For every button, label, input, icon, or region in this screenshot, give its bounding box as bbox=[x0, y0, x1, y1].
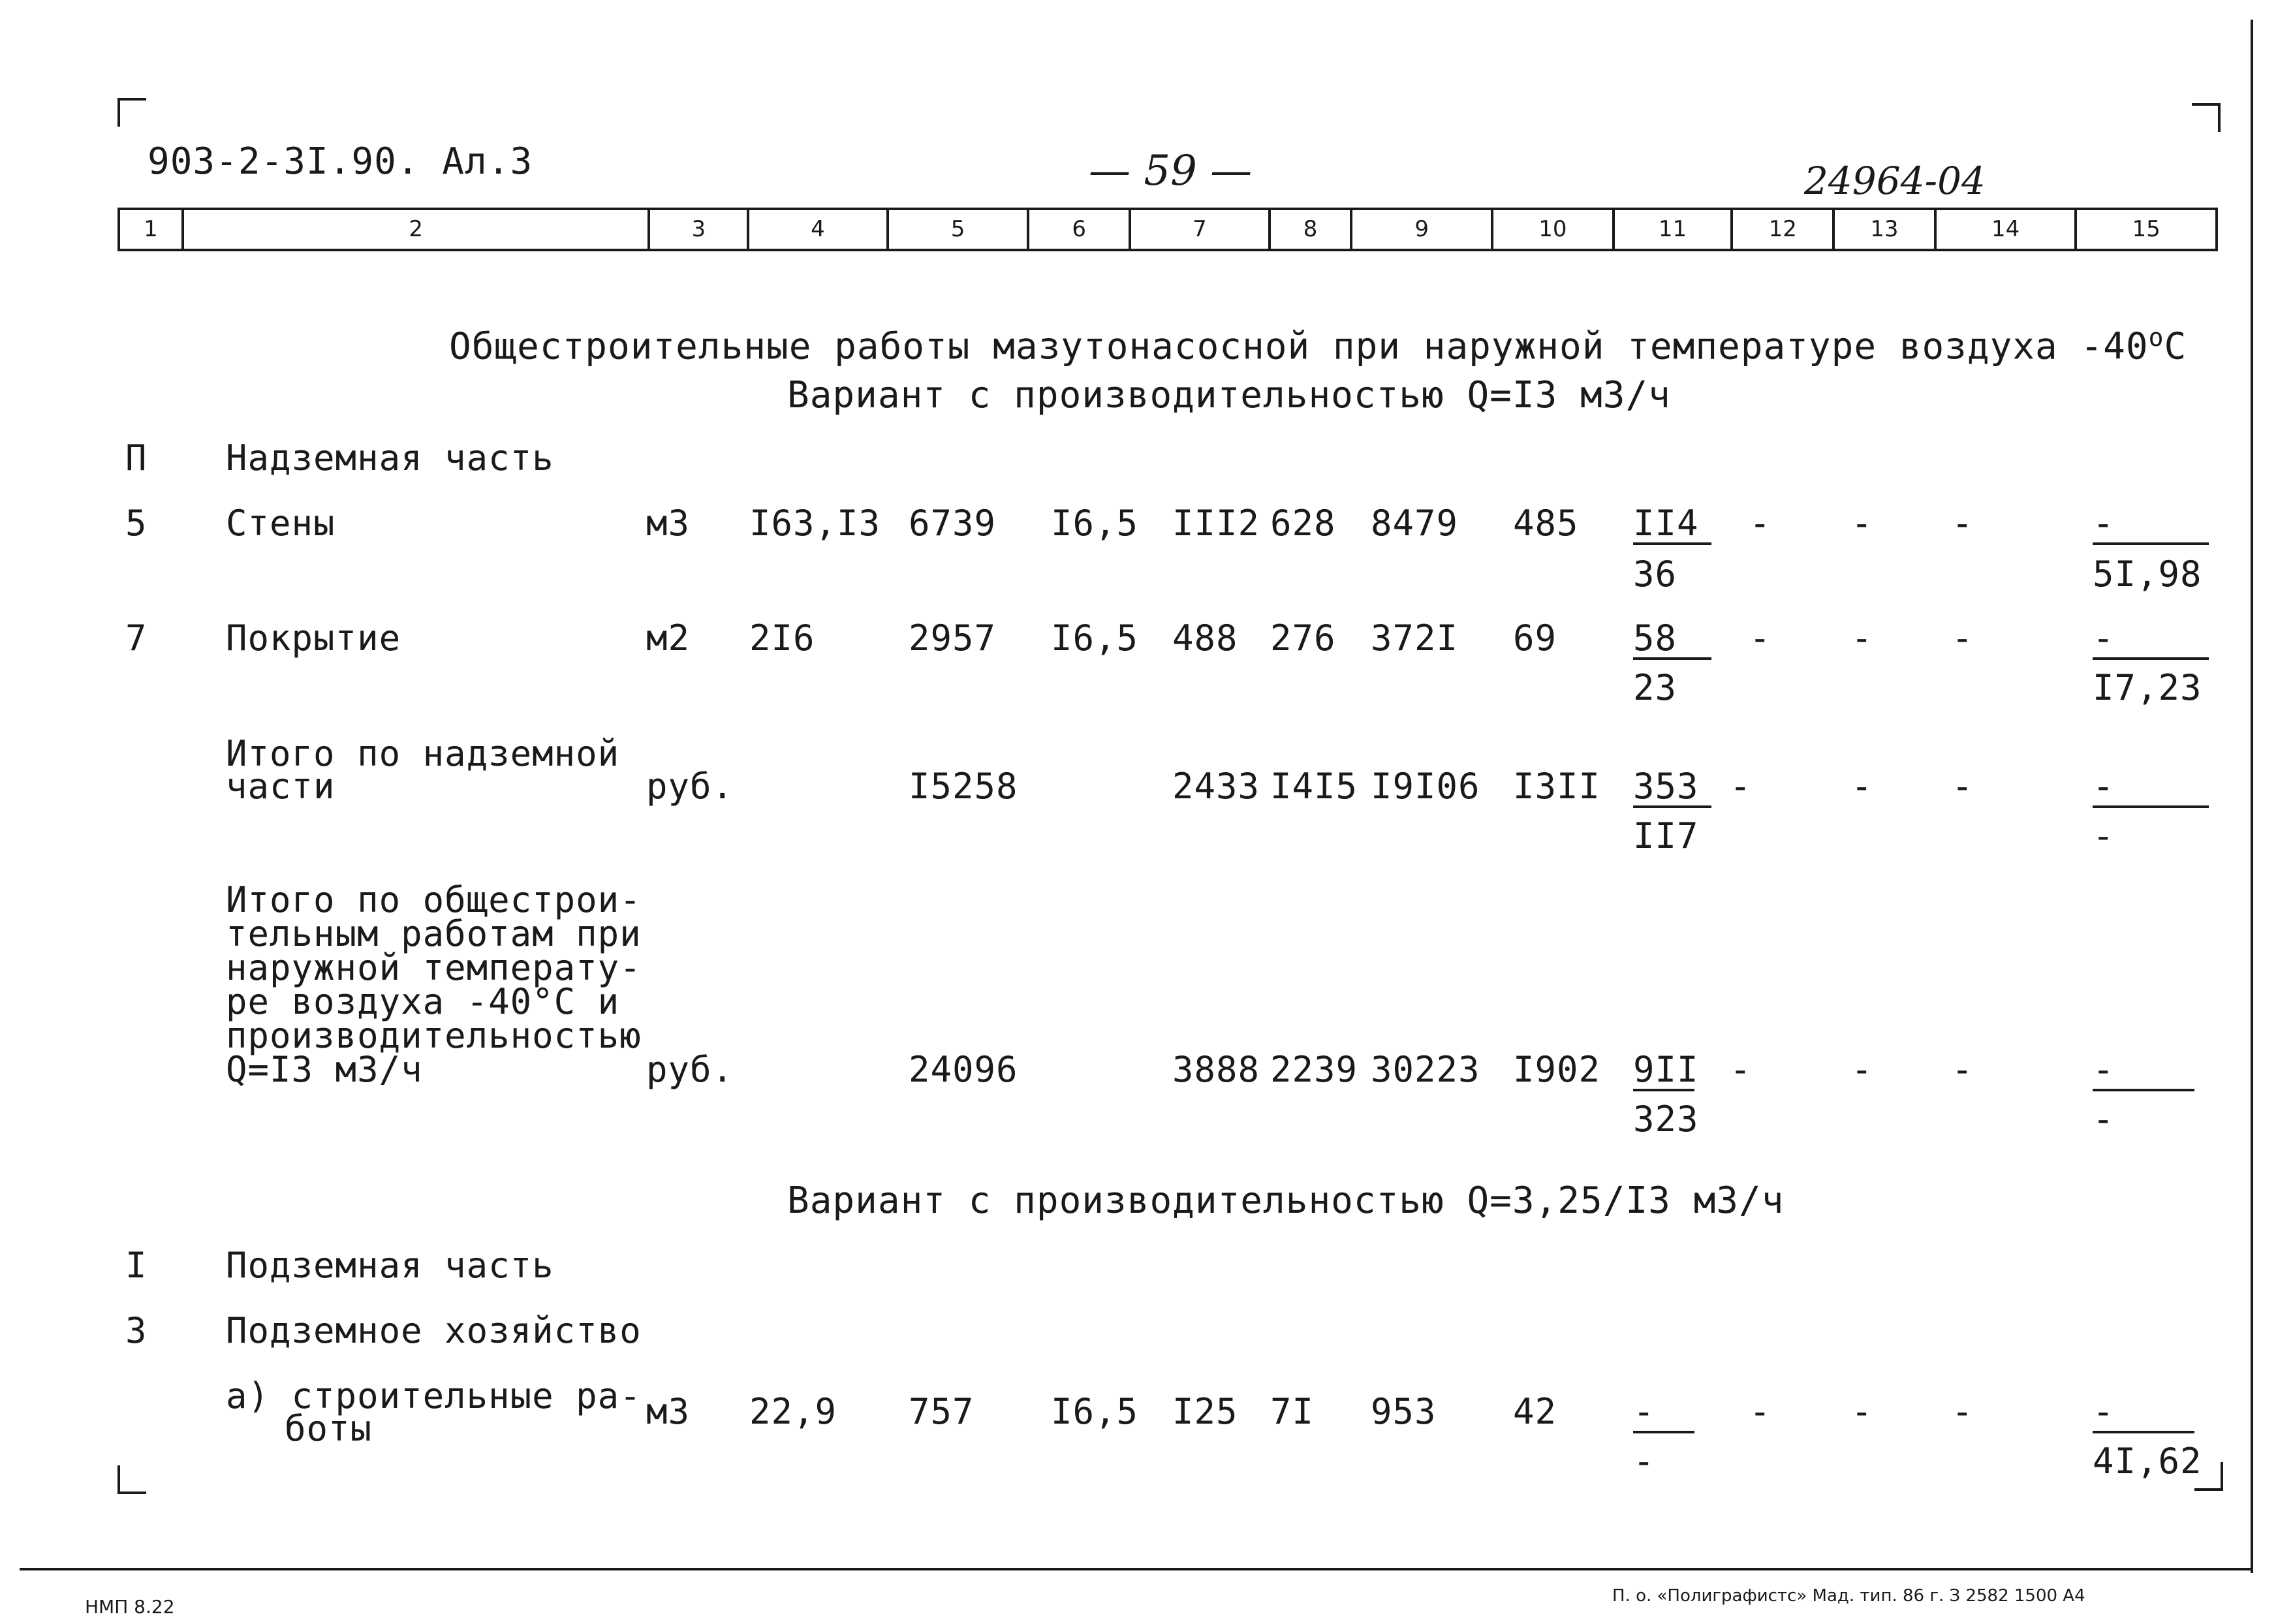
cell-col12: - bbox=[1749, 1391, 1771, 1432]
footer-left-code: НМП 8.22 bbox=[85, 1596, 175, 1617]
page-number: — 59 — bbox=[1089, 147, 1253, 195]
cell-col9: I9I06 bbox=[1371, 766, 1480, 807]
row-unit: руб. bbox=[646, 1049, 734, 1090]
corner-mark-top-right bbox=[2192, 103, 2221, 132]
row-name-line2: боты bbox=[285, 1408, 373, 1449]
row-unit: м3 bbox=[646, 1391, 691, 1432]
cell-col15-top: - bbox=[2093, 1394, 2194, 1433]
cell-col4: 2I6 bbox=[749, 617, 815, 659]
row-unit: руб. bbox=[646, 766, 734, 807]
column-number: 12 bbox=[1733, 210, 1835, 249]
column-number: 3 bbox=[650, 210, 749, 249]
corner-mark-bottom-left bbox=[117, 1465, 146, 1494]
cell-col11-bottom: 323 bbox=[1633, 1099, 1699, 1140]
footer-printer-imprint: П. о. «Полиграфистс» Мад. тип. 86 г. З 2582 1500 А4 bbox=[1612, 1586, 2085, 1606]
column-number: 13 bbox=[1835, 210, 1937, 249]
row-name-line: наружной температу- bbox=[226, 947, 642, 988]
cell-col10: I3II bbox=[1513, 766, 1601, 807]
cell-col11-top: 9II bbox=[1633, 1049, 1699, 1090]
cell-col10: 69 bbox=[1513, 617, 1557, 659]
cell-col6: I6,5 bbox=[1051, 617, 1139, 659]
row-name-line1: Итого по надземной bbox=[226, 733, 620, 774]
column-number: 10 bbox=[1493, 210, 1615, 249]
page-border-right bbox=[2251, 20, 2253, 1573]
row-name-line1: а) строительные ра- bbox=[226, 1375, 642, 1416]
cell-col11-bottom: II7 bbox=[1633, 815, 1699, 856]
part-1-number: I bbox=[125, 1245, 148, 1286]
variant-1-title: Вариант с производительностью Q=I3 м3/ч bbox=[787, 374, 1671, 416]
row-name-line: производительностью bbox=[226, 1015, 642, 1056]
cell-col13: - bbox=[1851, 766, 1873, 807]
inventory-number: 24964-04 bbox=[1804, 159, 1986, 203]
cell-col11-top: II4 bbox=[1633, 506, 1711, 545]
cell-col5: 2957 bbox=[909, 617, 997, 659]
column-number: 9 bbox=[1352, 210, 1493, 249]
document-code: 903-2-3I.90. Ал.3 bbox=[148, 140, 533, 183]
section-title-unit: С bbox=[2164, 325, 2187, 368]
column-number: 5 bbox=[889, 210, 1030, 249]
row-name-line2: части bbox=[226, 766, 335, 807]
cell-col12: - bbox=[1749, 503, 1771, 544]
cell-col12: - bbox=[1749, 617, 1771, 659]
cell-col12: - bbox=[1730, 1049, 1752, 1090]
column-number: 15 bbox=[2132, 216, 2160, 242]
cell-col6: I6,5 bbox=[1051, 503, 1139, 544]
part-2-number: П bbox=[125, 437, 148, 478]
cell-col8: 628 bbox=[1270, 503, 1336, 544]
cell-col8: 7I bbox=[1270, 1391, 1315, 1432]
cell-col15-bottom: I7,23 bbox=[2093, 667, 2202, 708]
part-2-title: Надземная часть bbox=[226, 437, 554, 478]
part-1-title: Подземная часть bbox=[226, 1245, 554, 1286]
cell-col15-bottom: 4I,62 bbox=[2093, 1441, 2202, 1482]
cell-col10: I902 bbox=[1513, 1049, 1601, 1090]
corner-mark-top-left bbox=[117, 98, 146, 127]
cell-col9: 8479 bbox=[1371, 503, 1459, 544]
section-title-text: Общестроительные работы мазутонасосной при наружной температуре воздуха -40 bbox=[449, 325, 2149, 368]
cell-col14: - bbox=[1952, 1391, 1974, 1432]
cell-col15-bottom: 5I,98 bbox=[2093, 554, 2202, 595]
cell-col15-top: - bbox=[2093, 1052, 2194, 1091]
cell-col13: - bbox=[1851, 617, 1873, 659]
column-number: 11 bbox=[1615, 210, 1734, 249]
cell-col7: 2433 bbox=[1172, 766, 1260, 807]
underground-number: 3 bbox=[125, 1310, 148, 1351]
row-number: 7 bbox=[125, 617, 148, 659]
cell-col11-bottom: 23 bbox=[1633, 667, 1677, 708]
cell-col13: - bbox=[1851, 1049, 1873, 1090]
cell-col13: - bbox=[1851, 503, 1873, 544]
cell-col14: - bbox=[1952, 503, 1974, 544]
column-number: 2 bbox=[184, 210, 651, 249]
cell-col5: I5258 bbox=[909, 766, 1018, 807]
row-name: Покрытие bbox=[226, 617, 401, 659]
section-title bbox=[449, 325, 2187, 366]
row-number: 5 bbox=[125, 503, 148, 544]
row-name-line: тельным работам при bbox=[226, 913, 642, 954]
cell-col14: - bbox=[1952, 1049, 1974, 1090]
column-number-row bbox=[117, 208, 2218, 251]
column-number: 1 bbox=[120, 210, 184, 249]
cell-col15-top: - bbox=[2093, 621, 2209, 660]
column-number: 8 bbox=[1271, 210, 1353, 249]
cell-col8: I4I5 bbox=[1270, 766, 1358, 807]
cell-col10: 485 bbox=[1513, 503, 1579, 544]
column-number: 7 bbox=[1131, 210, 1271, 249]
cell-col4: I63,I3 bbox=[749, 503, 881, 544]
column-number: 14 bbox=[1937, 210, 2078, 249]
row-unit: м3 bbox=[646, 503, 691, 544]
variant-2-title: Вариант с производительностью Q=3,25/I3 м3/ч bbox=[787, 1179, 1785, 1222]
cell-col15-top: - bbox=[2093, 506, 2209, 545]
cell-col7: I25 bbox=[1172, 1391, 1238, 1432]
cell-col10: 42 bbox=[1513, 1391, 1557, 1432]
cell-col5: 757 bbox=[909, 1391, 975, 1432]
page-border-bottom bbox=[20, 1568, 2253, 1570]
cell-col11-bottom: - bbox=[1633, 1441, 1655, 1482]
cell-col11-bottom: 36 bbox=[1633, 554, 1677, 595]
row-name: Стены bbox=[226, 503, 335, 544]
cell-col11-top: 353 bbox=[1633, 769, 1711, 808]
cell-col15-top: - bbox=[2093, 769, 2209, 808]
cell-col5: 24096 bbox=[909, 1049, 1018, 1090]
cell-col11-top: 58 bbox=[1633, 621, 1711, 660]
cell-col7: 3888 bbox=[1172, 1049, 1260, 1090]
row-name-line: Итого по общестрои- bbox=[226, 879, 642, 920]
cell-col7: 488 bbox=[1172, 617, 1238, 659]
cell-col7: III2 bbox=[1172, 503, 1260, 544]
cell-col6: I6,5 bbox=[1051, 1391, 1139, 1432]
cell-col13: - bbox=[1851, 1391, 1873, 1432]
column-number: 6 bbox=[1029, 210, 1131, 249]
cell-col12: - bbox=[1730, 766, 1752, 807]
cell-col14: - bbox=[1952, 766, 1974, 807]
cell-col14: - bbox=[1952, 617, 1974, 659]
row-unit: м2 bbox=[646, 617, 691, 659]
cell-col8: 276 bbox=[1270, 617, 1336, 659]
cell-col4: 22,9 bbox=[749, 1391, 837, 1432]
cell-col8: 2239 bbox=[1270, 1049, 1358, 1090]
cell-col9: 953 bbox=[1371, 1391, 1437, 1432]
cell-col15-bottom: - bbox=[2093, 1099, 2115, 1140]
row-name-line: Q=I3 м3/ч bbox=[226, 1049, 423, 1090]
cell-col5: 6739 bbox=[909, 503, 997, 544]
cell-col9: 30223 bbox=[1371, 1049, 1480, 1090]
cell-col15-bottom: - bbox=[2093, 815, 2115, 856]
cell-col11-top: - bbox=[1633, 1394, 1694, 1433]
column-number: 4 bbox=[749, 210, 889, 249]
degree-mark: о bbox=[2148, 323, 2164, 352]
row-name-line: ре воздуха -40°С и bbox=[226, 981, 620, 1022]
underground-title: Подземное хозяйство bbox=[226, 1310, 642, 1351]
cell-col9: 372I bbox=[1371, 617, 1459, 659]
